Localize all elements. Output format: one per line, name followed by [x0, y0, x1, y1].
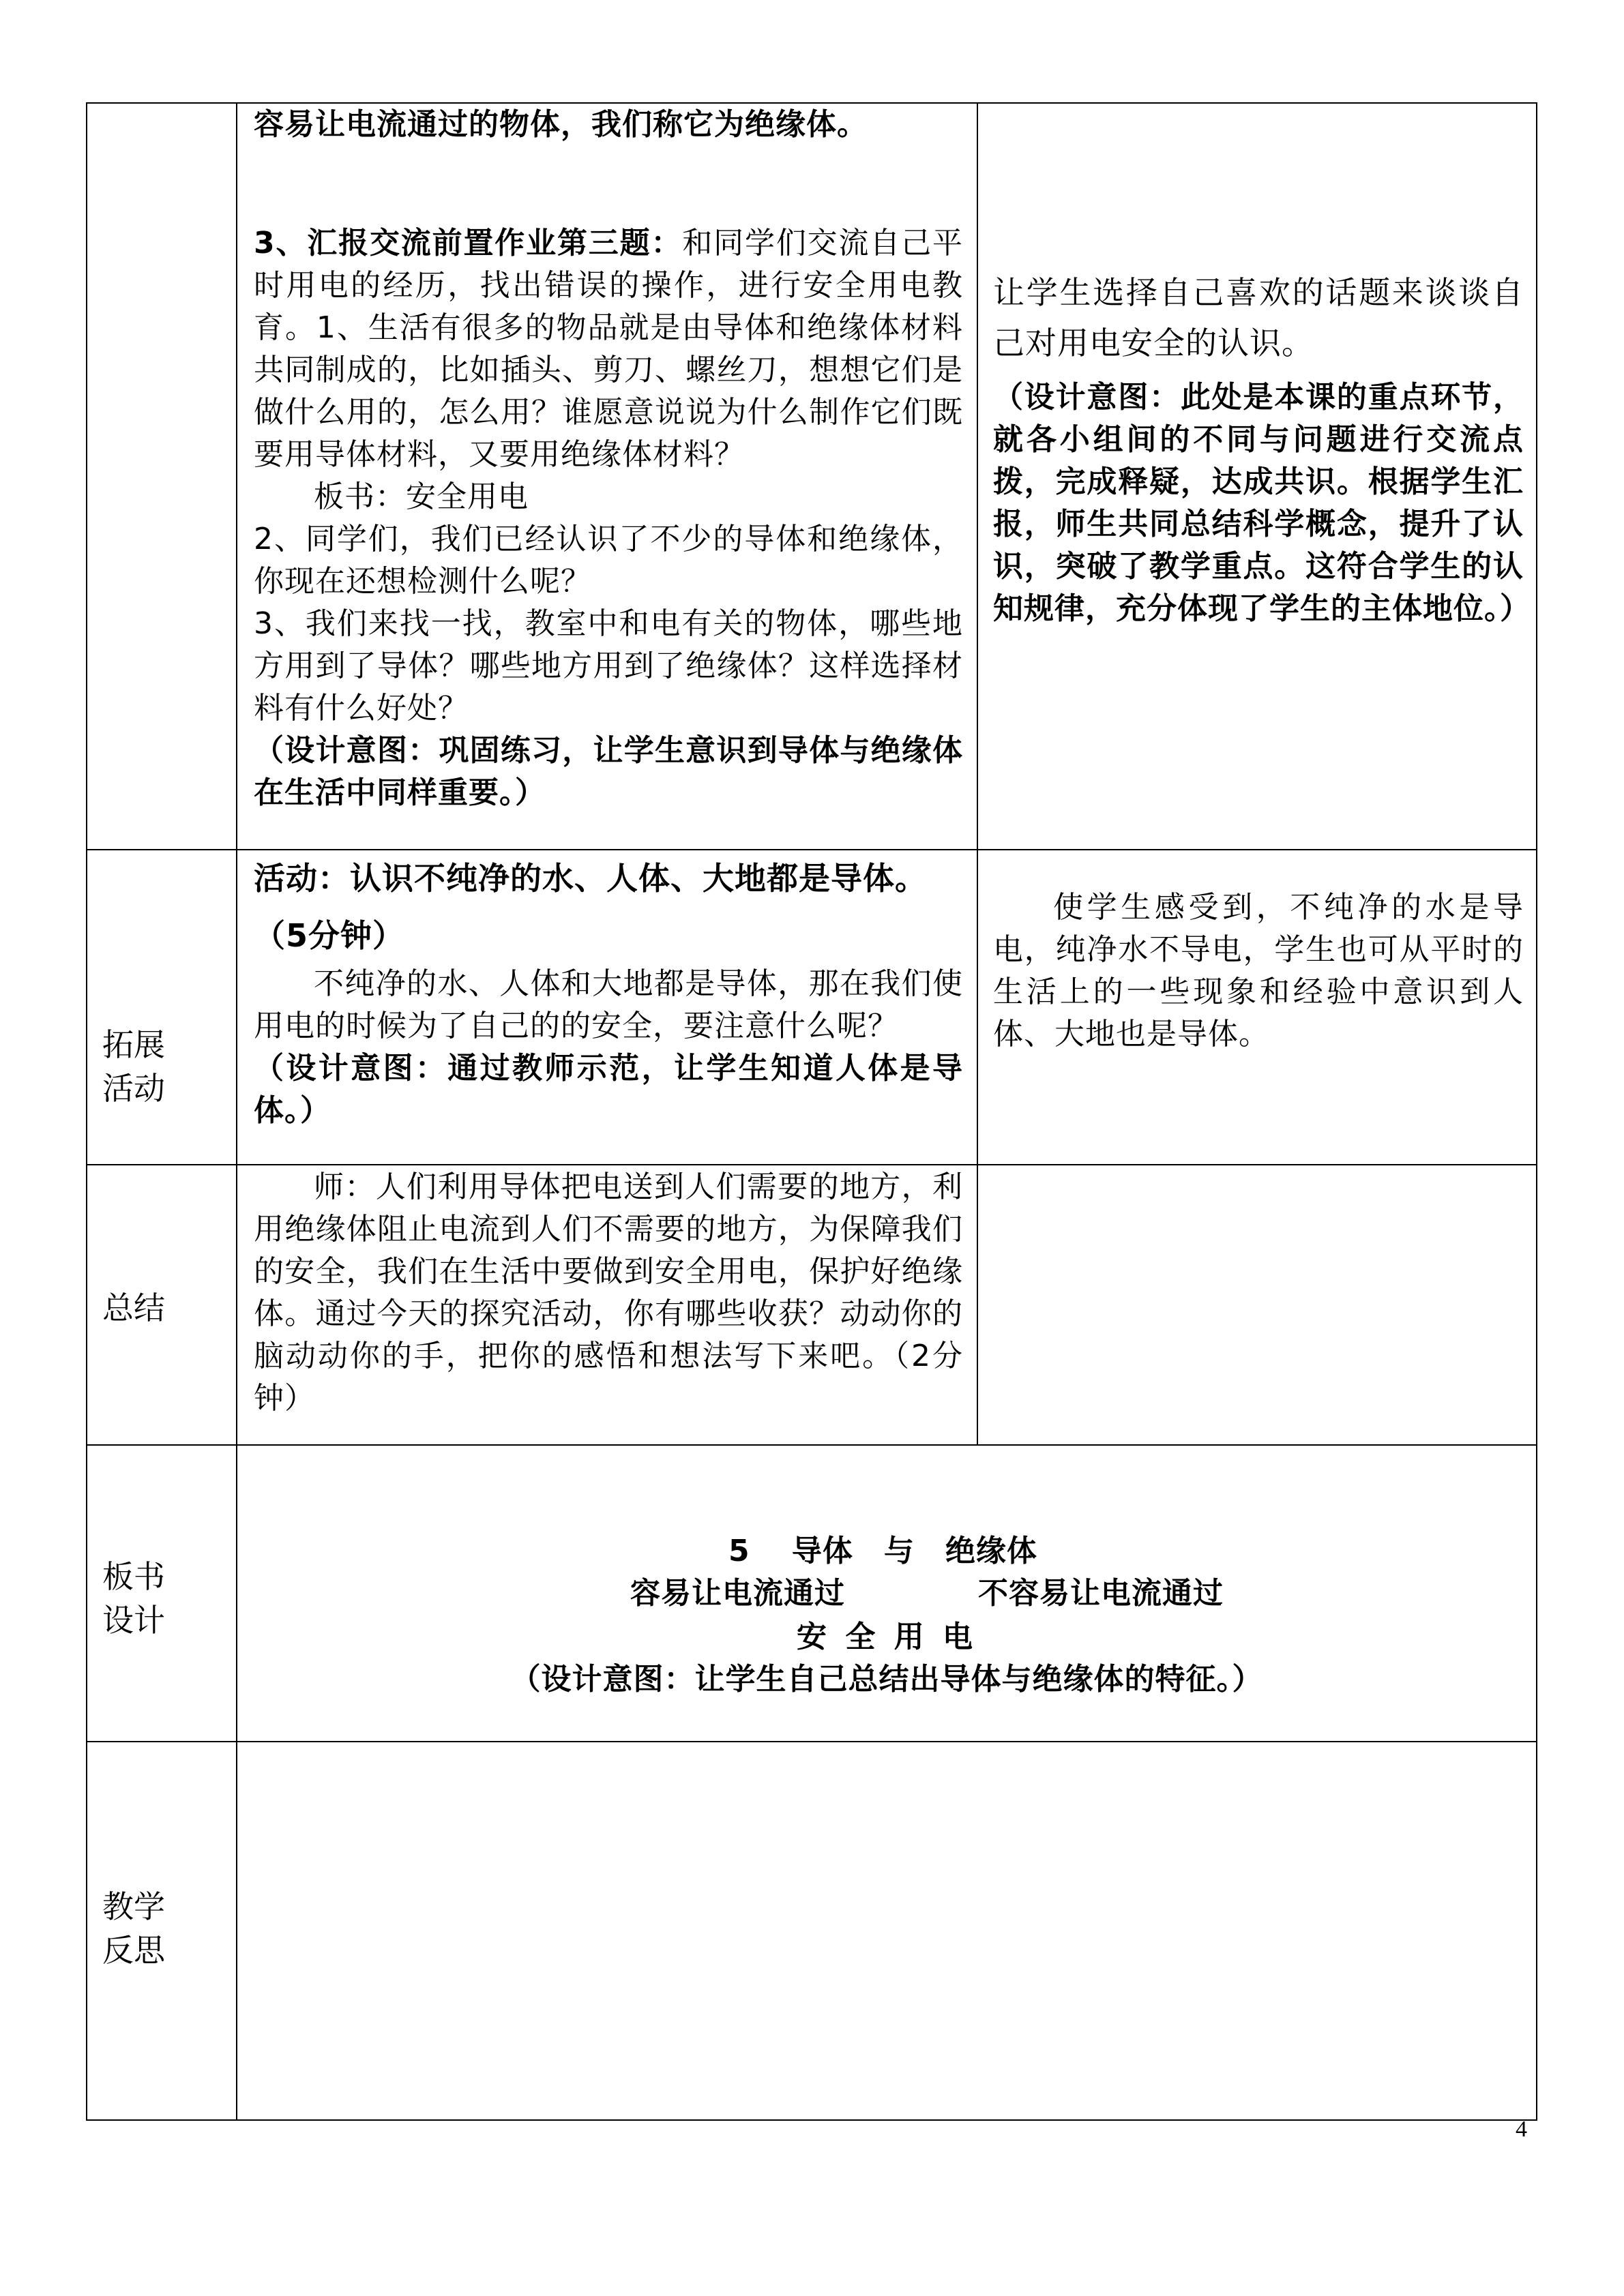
row2-middle-block — [254, 963, 963, 1132]
row1-paragraph-2: 2、同学们，我们已经认识了不少的导体和绝缘体，你现在还想检测什么呢？ — [254, 522, 963, 599]
row1-design-intent: （设计意图：巩固练习，让学生意识到导体与绝缘体在生活中同样重要。） — [254, 733, 963, 810]
board-design-right-label: 不容易让电流通过 — [978, 1576, 1224, 1611]
row5-label — [102, 1885, 225, 1972]
row4-label-line2: 设计 — [102, 1602, 165, 1639]
row4-label-line1: 板书 — [102, 1558, 165, 1595]
board-design-title: 5 导体 与 绝缘体 — [728, 1534, 1037, 1568]
row1-paragraph-1 — [254, 222, 963, 476]
board-design-safety: 安 全 用 电 — [797, 1620, 977, 1654]
row2-design-intent: （设计意图：通过教师示范，让学生知道人体是导体。） — [254, 1051, 963, 1128]
row2-activity-title: 活动：认识不纯净的水、人体、大地都是导体。 — [254, 860, 927, 897]
table-row-divider-2 — [86, 1164, 1537, 1165]
row2-label — [102, 1023, 225, 1110]
table-col-divider-2 — [977, 102, 978, 1444]
row1-board-note: 板书：安全用电 — [314, 479, 529, 514]
board-design-left-label: 容易让电流通过 — [630, 1576, 845, 1611]
row3-summary-text: 师：人们利用导体把电送到人们需要的地方，利用绝缘体阻止电流到人们不需要的地方，为保障我们的安全，我们在生活中要做到安全用电，保护好绝缘体。通过今天的探究活动，你有哪些收获？动动你的脑动动你的手，把你的感悟和想法写下来吧。（2分钟） — [254, 1169, 963, 1416]
board-design-intent: （设计意图：让学生自己总结出导体与绝缘体的特征。） — [510, 1662, 1263, 1697]
table-row-divider-4 — [86, 1741, 1537, 1742]
row5-label-line2: 反思 — [102, 1932, 165, 1969]
row1-right-paragraph-1: 让学生选择自己喜欢的话题来谈谈自己对用电安全的认识。 — [993, 274, 1524, 361]
row2-label-line2: 活动 — [102, 1070, 165, 1107]
row2-label-line1: 拓展 — [102, 1026, 165, 1063]
row5-label-line1: 教学 — [102, 1888, 165, 1925]
row1-middle-line1: 容易让电流通过的物体，我们称它为绝缘体。 — [254, 107, 868, 142]
row1-paragraph-1-heading: 3、汇报交流前置作业第三题： — [254, 226, 683, 260]
row4-label — [102, 1555, 225, 1642]
table-col-divider-1 — [236, 102, 237, 2121]
row1-paragraph-3: 3、我们来找一找，教室中和电有关的物体，哪些地方用到了导体？哪些地方用到了绝缘体？这样选择材料有什么好处？ — [254, 606, 963, 726]
row2-right-text: 使学生感受到，不纯净的水是导电，纯净水不导电，学生也可从平时的生活上的一些现象和经验中意识到人体、大地也是导体。 — [993, 890, 1524, 1052]
page-number: 4 — [1516, 2117, 1527, 2142]
table-row-divider-3 — [86, 1444, 1537, 1446]
row1-paragraph-1-text: 和同学们交流自己平时用电的经历，找出错误的操作，进行安全用电教育。1、生活有很多的物品就是由导体和绝缘体材料共同制成的，比如插头、剪刀、螺丝刀，想想它们是做什么用的，怎么用？谁愿意说说为什么制作它们既要用导体材料，又要用绝缘体材料？ — [254, 226, 963, 472]
row2-body: 不纯净的水、人体和大地都是导体，那在我们使用电的时候为了自己的的安全，要注意什么呢？ — [254, 966, 963, 1043]
row3-label: 总结 — [102, 1289, 165, 1326]
table-row-divider-1 — [86, 849, 1537, 850]
row2-activity-time: （5分钟） — [254, 917, 405, 954]
row1-right-block — [993, 267, 1524, 368]
row1-right-intent: （设计意图：此处是本课的重点环节，就各小组间的不同与问题进行交流点拨，完成释疑，达成共识。根据学生汇报，师生共同总结科学概念，提升了认识，突破了教学重点。这符合学生的认知规律，充分体现了学生的主体地位。） — [993, 380, 1531, 626]
row1-middle-block — [254, 222, 963, 814]
